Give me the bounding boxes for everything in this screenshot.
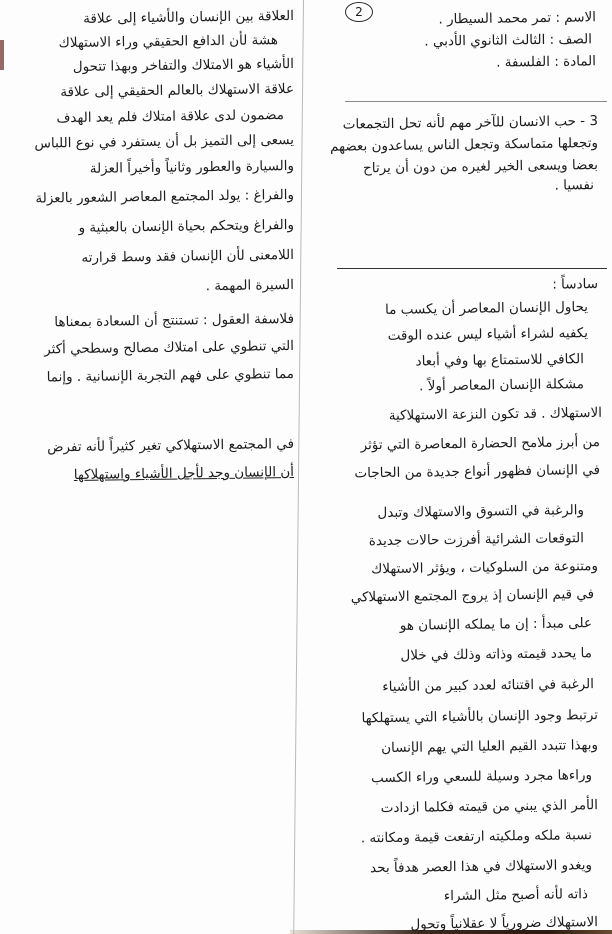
answer-line: في المجتمع الاستهلاكي تغير كثيراً لأنه تفرض — [47, 435, 295, 456]
answer-line: مما تنطوي على فهم التجربة الإنسانية . وإنما — [46, 365, 295, 386]
answer-line: الأشياء هو الامتلاك والتفاخر وبهذا تتحول — [72, 55, 295, 76]
answer-line: والفراغ : يولد المجتمع المعاصر الشعور بالعزلة — [35, 186, 295, 207]
answer-line: في قيم الإنسان إذ يروج المجتمع الاستهلاكي — [350, 586, 595, 606]
subject: المادة : الفلسفة . — [496, 53, 597, 71]
answer-line: 3 - حب الانسان للآخر مهم لأنه تحل التجمعات — [342, 113, 599, 133]
answer-line: مشكلة الإنسان المعاصر أولاً . — [419, 376, 585, 395]
answer-line: على مبدأ : إن ما يملكه الإنسان هو — [399, 615, 593, 634]
answer-line: ما يحدد قيمته وذاته وذلك في خلال — [400, 645, 593, 664]
answer-line: ومتنوعة من السلوكيات ، ويؤثر الاستهلاك — [371, 558, 599, 578]
answer-line: الكافي للاستمتاع بها وفي أبعاد — [415, 351, 585, 370]
left-answer-block-1 — [4, 6, 294, 302]
answer-line: يحاول الإنسان المعاصر أن يكسب ما — [384, 299, 589, 318]
answer-line: اللامعنى لأن الإنسان فقد وسط قرارته — [81, 246, 295, 266]
answer-line: ترتبط وجود الإنسان بالأشياء التي يستهلكها — [361, 707, 599, 727]
column-divider — [293, 0, 304, 934]
answer-line: العلاقة بين الإنسان والأشياء إلى علاقة — [83, 7, 295, 27]
answer-line: التي تنطوي على امتلاك مصالح وسطحي أكثر — [44, 337, 295, 358]
answer-line: يكفيه لشراء أشياء ليس عنده الوقت — [387, 325, 589, 344]
answer-line: الرغبة في اقتنائه لعدد كبير من الأشياء — [382, 676, 595, 696]
student-class: الصف : الثالث الثانوي الأدبي . — [424, 31, 593, 50]
answer-line: فلاسفة العقول : تستنتج أن السعادة بمعناها — [54, 310, 295, 331]
answer-line: هشة لأن الدافع الحقيقي وراء الاستهلاك — [58, 32, 279, 52]
left-answer-block-2 — [2, 308, 294, 390]
answer-line: ذاته لأنه أصبح مثل الشراء — [443, 886, 589, 905]
header-separator-rule — [345, 101, 607, 102]
left-answer-block-3 — [2, 432, 294, 488]
answer-line: الأمر الذي يبني من قيمته فكلما ازدادت — [380, 797, 599, 817]
student-name: الاسم : تمر محمد السيطار . — [438, 9, 597, 28]
answer-line: التوقعات الشرائية أفرزت حالات جديدة — [368, 530, 585, 550]
answer-line: والرغبة في التسوق والاستهلاك وتبدل — [377, 502, 585, 522]
section-heading: سادساً : — [552, 276, 599, 293]
answer-line: أن الإنسان وجد لأجل الأشياء واستهلاكها — [73, 463, 295, 484]
answer-line: وتجعلها متماسكة وتجعل الناس يساعدون بعضهم — [329, 135, 599, 155]
spanning-line-right — [312, 430, 600, 486]
answer-line: وراءها مجرد وسيلة للسعي وراء الكسب — [370, 767, 593, 787]
answer-line: نفسيا . — [554, 177, 595, 194]
answer-line: والفراغ ويتحكم بحياة الإنسان بالعبثية و — [78, 216, 295, 236]
answer-line: في الإنسان فظهور أنواع جديدة من الحاجات — [354, 461, 601, 482]
question-3-answer — [318, 112, 598, 196]
answer-line: نسبة ملكه وملكيته ارتفعت قيمة ومكانته . — [360, 827, 593, 847]
answer-line: والسيارة والعطور وثانياً وأخيراً العزلة — [89, 157, 295, 177]
answer-line: من أبرز ملامح الحضارة المعاصرة التي تؤثر — [360, 433, 601, 454]
section-six-continued — [322, 498, 598, 934]
answer-line: بعضا ويسعى الخير لغيره من دون أن يرتاح — [362, 157, 599, 177]
section-separator-rule — [337, 268, 607, 269]
answer-line: السيرة المهمة . — [205, 276, 295, 295]
page-number-circle: 2 — [345, 2, 373, 22]
answer-line: علاقة الاستهلاك بالعالم الحقيقي إلى علاقة — [60, 80, 295, 101]
answer-line: الاستهلاك . قد تكون النزعة الاستهلاكية — [388, 404, 603, 424]
answer-line: يسعى إلى التميز بل أن يستفرد في نوع اللباس — [34, 131, 295, 152]
answer-line: مضمون لدى علاقة امتلاك فلم يعد الهدف — [56, 107, 285, 127]
section-six — [314, 276, 598, 398]
answer-line: ويغدو الاستهلاك في هذا العصر هدفاً بحد — [369, 857, 593, 877]
header-block — [346, 8, 596, 74]
spanning-lines — [6, 404, 602, 430]
answer-line: وبهذا تتبدد القيم العليا التي يهم الإنسان — [381, 737, 599, 757]
answer-line: الاستهلاك ضرورياً لا عقلانياً وتحول — [410, 914, 599, 933]
